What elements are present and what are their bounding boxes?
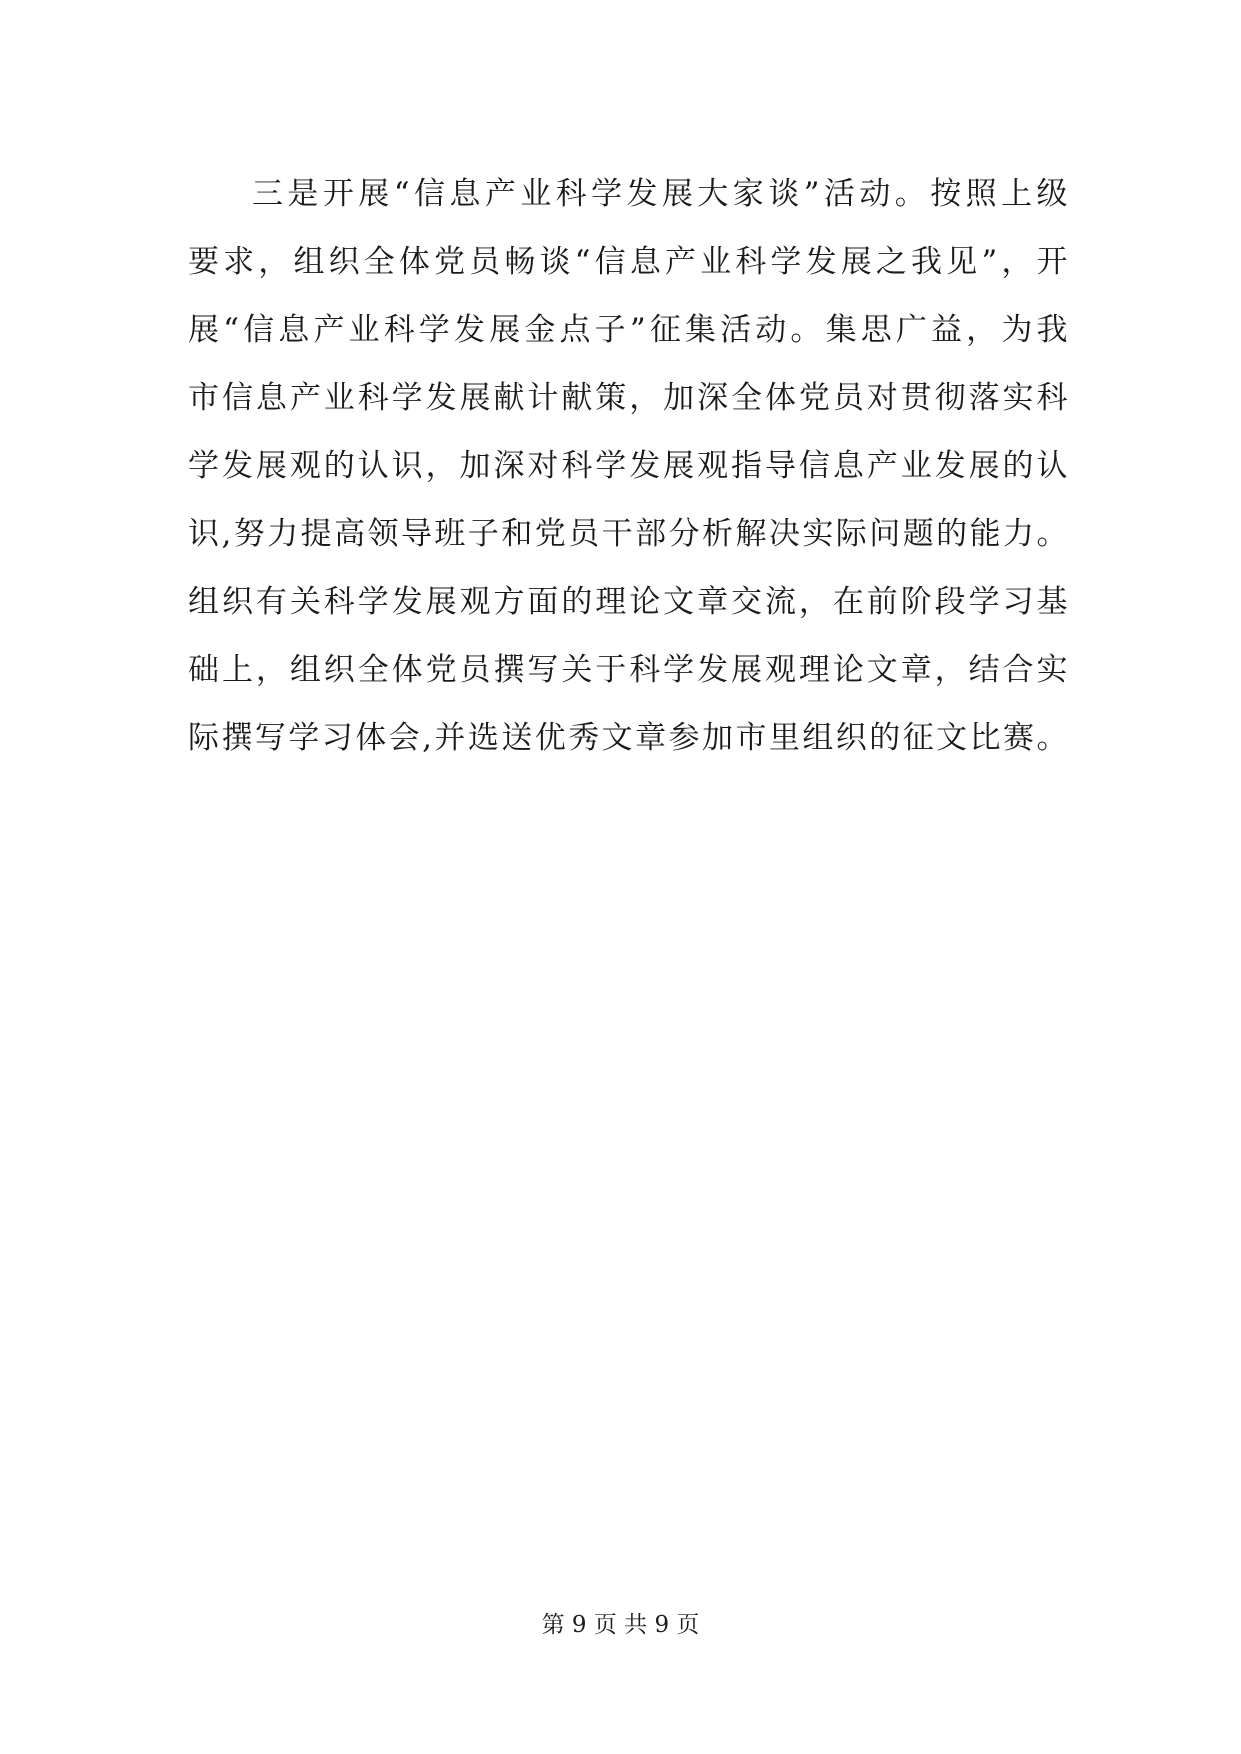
- paragraph-line-7: 组织有关科学发展观方面的理论文章交流，在前阶段学习基: [188, 584, 1068, 620]
- paragraph-line-4: 市信息产业科学发展献计献策，加深全体党员对贯彻落实科: [188, 380, 1068, 416]
- body-paragraph: [188, 160, 1068, 772]
- paragraph-line-9: 际撰写学习体会,并选送优秀文章参加市里组织的征文比赛。: [188, 720, 1068, 756]
- paragraph-line-3: 展“信息产业科学发展金点子”征集活动。集思广益，为我: [188, 312, 1068, 348]
- paragraph-line-8: 础上，组织全体党员撰写关于科学发展观理论文章，结合实: [188, 652, 1068, 688]
- paragraph-line-6: 识,努力提高领导班子和党员干部分析解决实际问题的能力。: [188, 516, 1068, 552]
- paragraph-line-2: 要求，组织全体党员畅谈“信息产业科学发展之我见”，开: [188, 244, 1068, 280]
- paragraph-line-5: 学发展观的认识，加深对科学发展观指导信息产业发展的认: [188, 448, 1068, 484]
- paragraph-line-1: 三是开展“信息产业科学发展大家谈”活动。按照上级: [252, 176, 1068, 212]
- page-footer: 第 9 页 共 9 页: [541, 1612, 700, 1638]
